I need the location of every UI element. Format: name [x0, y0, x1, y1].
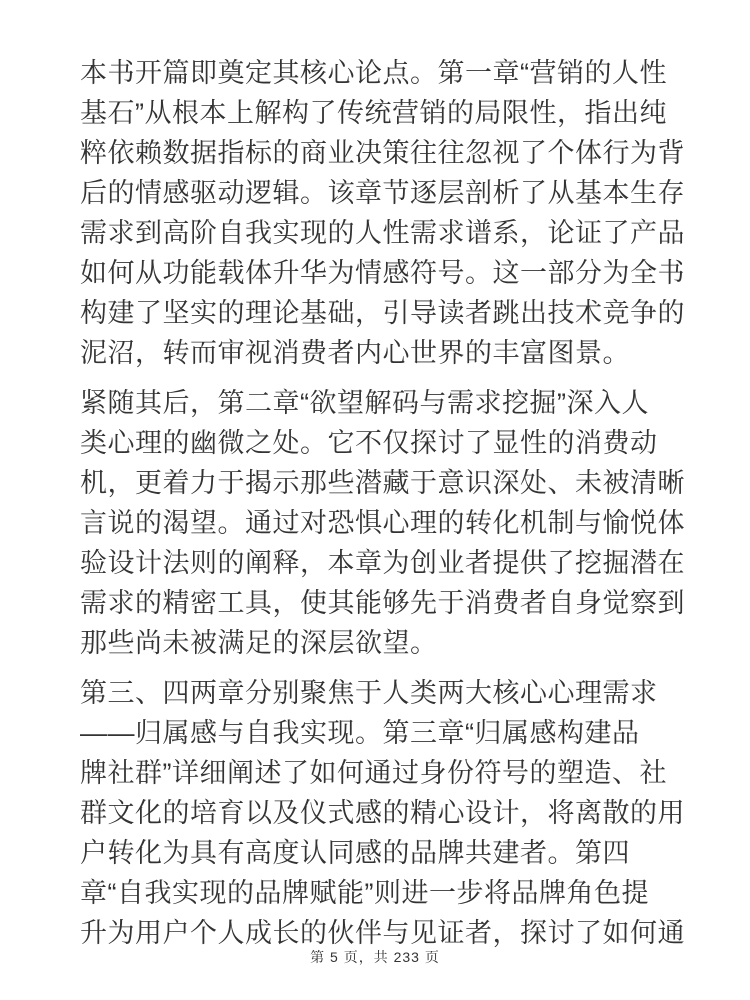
text-line: 紧随其后，第二章“欲望解码与需求挖掘”深入人 — [80, 388, 649, 418]
text-line: 户转化为具有高度认同感的品牌共建者。第四 — [80, 838, 630, 868]
paragraph — [80, 53, 685, 373]
text-line: 基石”从根本上解构了传统营销的局限性，指出纯 — [80, 98, 667, 128]
text-line: 章“自我实现的品牌赋能”则进一步将品牌角色提 — [80, 878, 649, 908]
text-line: 如何从功能载体升华为情感符号。这一部分为全书 — [80, 258, 685, 288]
text-line: 机，更着力于揭示那些潜藏于意识深处、未被清晰 — [80, 468, 685, 498]
text-line: 类心理的幽微之处。它不仅探讨了显性的消费动 — [80, 428, 658, 458]
text-line: 牌社群”详细阐述了如何通过身份符号的塑造、社 — [80, 758, 667, 788]
text-line: 言说的渴望。通过对恐惧心理的转化机制与愉悦体 — [80, 508, 685, 538]
paragraph — [80, 383, 685, 663]
text-line: 升为用户个人成长的伙伴与见证者，探讨了如何通 — [80, 918, 685, 948]
text-line: 粹依赖数据指标的商业决策往往忽视了个体行为背 — [80, 138, 685, 168]
text-line: 验设计法则的阐释，本章为创业者提供了挖掘潜在 — [80, 548, 685, 578]
text-line: 第三、四两章分别聚焦于人类两大核心心理需求 — [80, 678, 658, 708]
text-line: 泥沼，转而审视消费者内心世界的丰富图景。 — [80, 338, 630, 368]
text-line: 后的情感驱动逻辑。该章节逐层剖析了从基本生存 — [80, 178, 685, 208]
page-number-footer: 第 5 页，共 233 页 — [310, 949, 440, 965]
text-content — [80, 53, 685, 963]
text-line: 构建了坚实的理论基础，引导读者跳出技术竞争的 — [80, 298, 685, 328]
text-line: 需求的精密工具，使其能够先于消费者自身觉察到 — [80, 588, 685, 618]
text-line: 群文化的培育以及仪式感的精心设计，将离散的用 — [80, 798, 685, 828]
text-line: 需求到高阶自我实现的人性需求谱系，论证了产品 — [80, 218, 685, 248]
text-line: ——归属感与自我实现。第三章“归属感构建品 — [80, 718, 640, 748]
text-line: 那些尚未被满足的深层欲望。 — [80, 628, 438, 658]
text-line: 本书开篇即奠定其核心论点。第一章“营销的人性 — [80, 58, 667, 88]
paragraph — [80, 673, 685, 953]
